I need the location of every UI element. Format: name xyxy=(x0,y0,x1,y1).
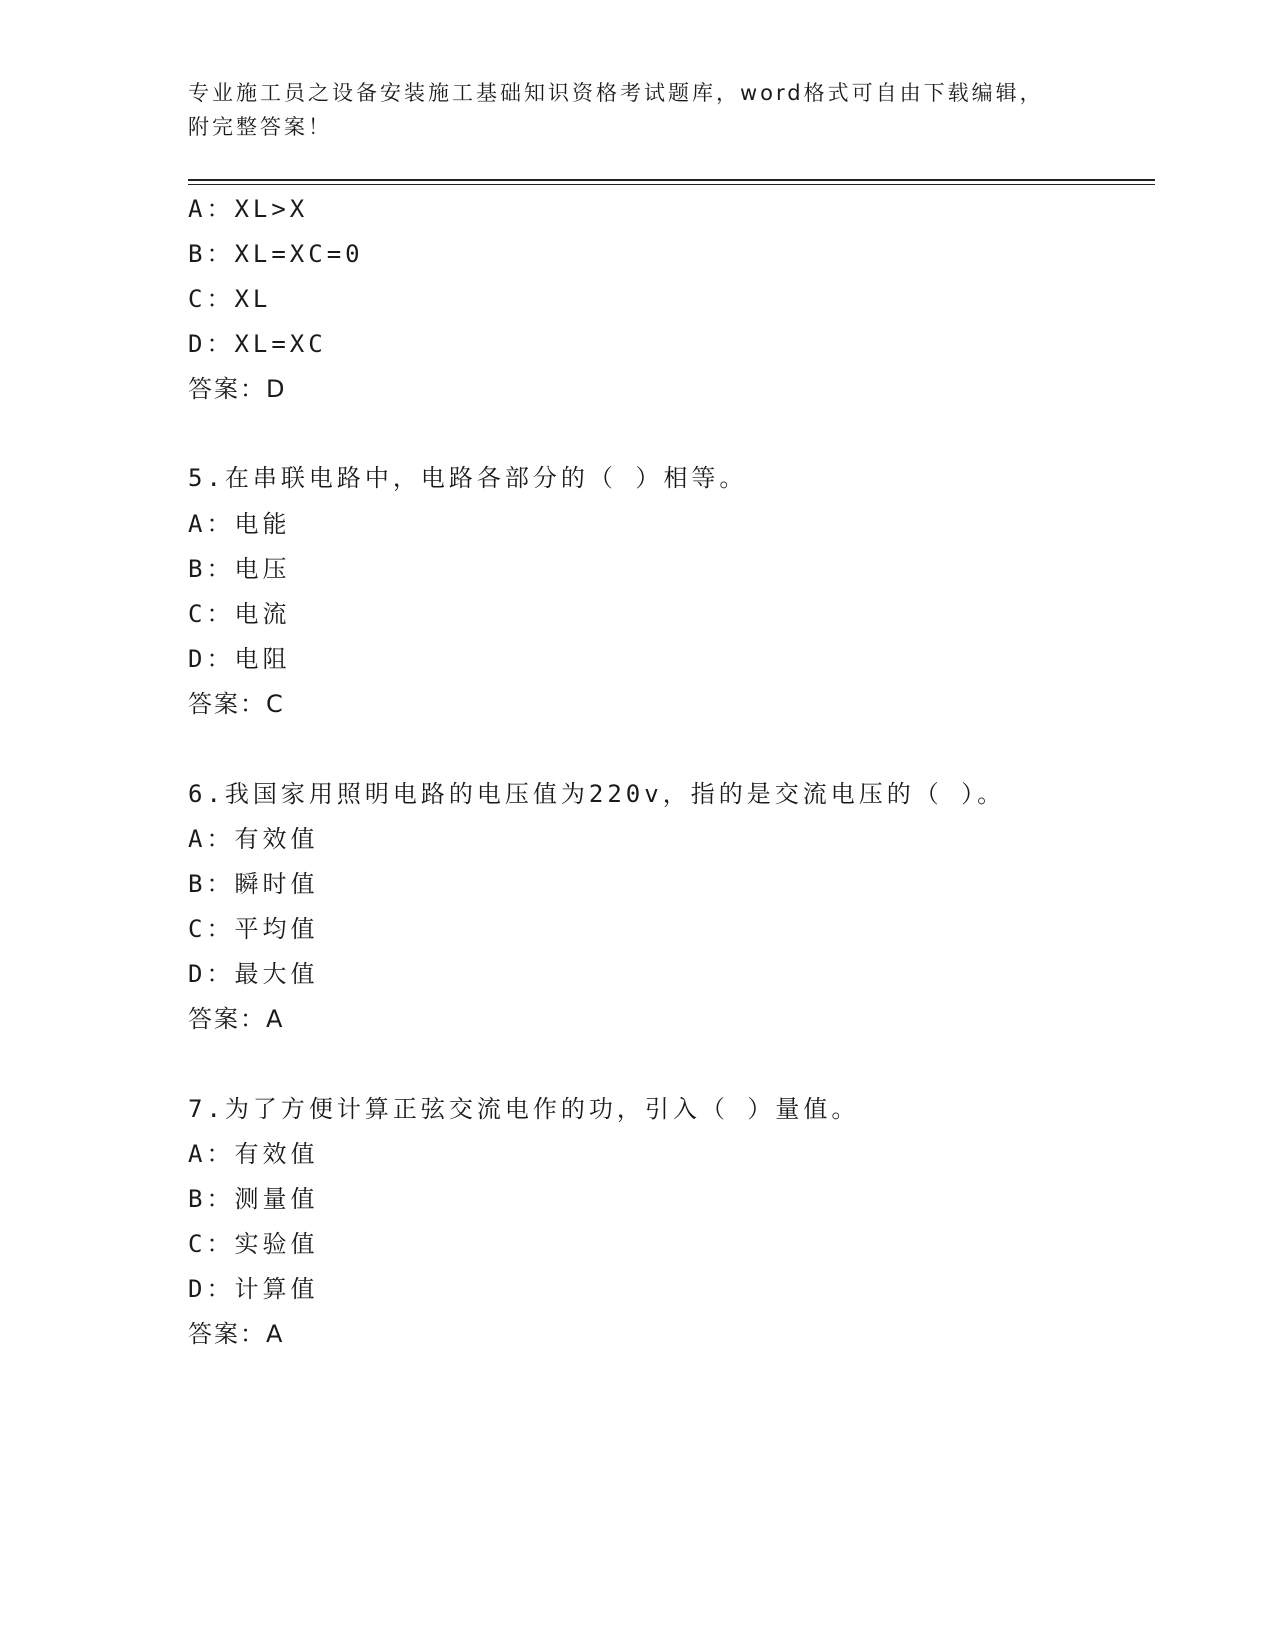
header-title-line-1: 专业施工员之设备安装施工基础知识资格考试题库，word格式可自由下载编辑， xyxy=(188,81,1044,105)
option-d: D：计算值 xyxy=(188,1275,319,1303)
option-d: D：最大值 xyxy=(188,960,319,988)
question-text: 7.为了方便计算正弦交流电作的功，引入（ ）量值。 xyxy=(188,1095,860,1123)
option-c: C：电流 xyxy=(188,600,291,628)
header-divider-thin xyxy=(188,184,1155,185)
option-c: C：平均值 xyxy=(188,915,319,943)
option-b: B：瞬时值 xyxy=(188,870,319,898)
option-a: A：有效值 xyxy=(188,1140,319,1168)
question-text: 6.我国家用照明电路的电压值为220v，指的是交流电压的（ ）。 xyxy=(188,780,1006,808)
header-title-line-2: 附完整答案！ xyxy=(188,115,332,139)
answer-text: 答案：D xyxy=(188,375,287,403)
option-b: B：XL=XC=0 xyxy=(188,240,364,268)
option-a: A：XL>X xyxy=(188,195,309,223)
option-a: A：电能 xyxy=(188,510,291,538)
answer-text: 答案：A xyxy=(188,1320,285,1348)
option-c: C：XL xyxy=(188,285,272,313)
header-divider-thick xyxy=(188,179,1155,181)
option-d: D：电阻 xyxy=(188,645,291,673)
answer-text: 答案：A xyxy=(188,1005,285,1033)
question-text: 5.在串联电路中，电路各部分的（ ）相等。 xyxy=(188,464,748,492)
option-a: A：有效值 xyxy=(188,825,319,853)
option-c: C：实验值 xyxy=(188,1230,319,1258)
option-b: B：电压 xyxy=(188,555,291,583)
document-header xyxy=(188,76,1088,144)
option-d: D：XL=XC xyxy=(188,330,327,358)
answer-text: 答案：C xyxy=(188,690,285,718)
option-b: B：测量值 xyxy=(188,1185,319,1213)
